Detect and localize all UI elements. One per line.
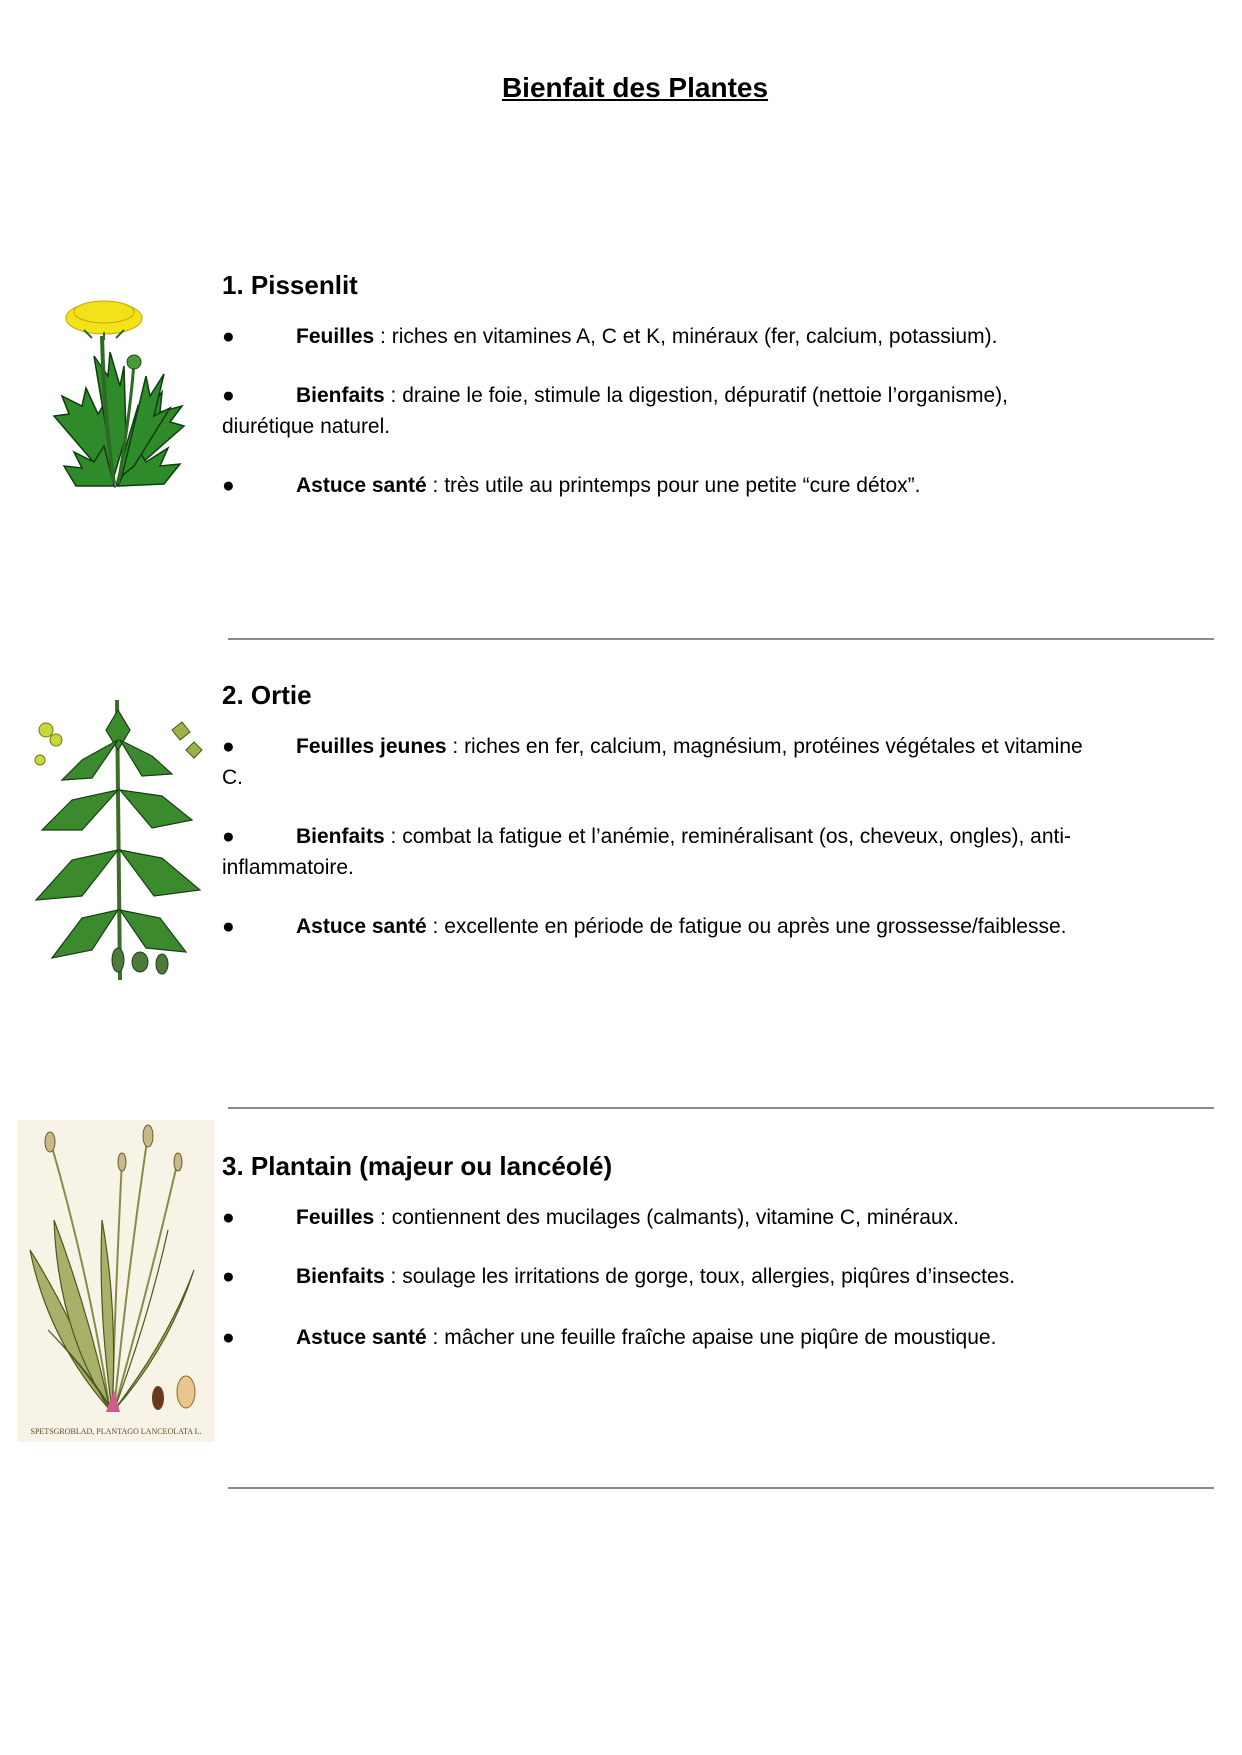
- section-ortie: [222, 678, 1102, 938]
- bullet-icon: ●: [222, 1326, 235, 1349]
- item-label: Astuce santé: [296, 1326, 427, 1349]
- item-text: : contiennent des mucilages (calmants), vitamine C, minéraux.: [374, 1206, 959, 1229]
- item-text: : soulage les irritations de gorge, toux, allergies, piqûres d’insectes.: [384, 1265, 1016, 1288]
- item-label: Bienfaits: [296, 1265, 385, 1288]
- section-heading: 3. Plantain (majeur ou lancéolé): [222, 1151, 613, 1181]
- item-text: : riches en vitamines A, C et K, minéraux (fer, calcium, potassium).: [374, 325, 998, 348]
- bullet-icon: ●: [222, 474, 235, 497]
- item-label: Bienfaits: [296, 825, 385, 848]
- plantain-caption: SPETSGROBLAD, PLANTAGO LANCEOLATA L.: [30, 1427, 202, 1436]
- list-item: [222, 911, 1102, 942]
- section-divider: [228, 1107, 1214, 1109]
- item-text: : excellente en période de fatigue ou après une grossesse/faiblesse.: [426, 915, 1067, 938]
- item-text: : draine le foie, stimule la digestion, dépuratif (nettoie l’organisme), diurétique naturel.: [222, 384, 1009, 438]
- bullet-icon: ●: [222, 1206, 235, 1229]
- list-item: [222, 380, 1102, 442]
- item-label: Feuilles: [296, 1206, 375, 1229]
- section-heading: 1. Pissenlit: [222, 270, 358, 300]
- item-label: Bienfaits: [296, 384, 385, 407]
- bullet-icon: ●: [222, 1265, 235, 1288]
- item-text: : mâcher une feuille fraîche apaise une piqûre de moustique.: [426, 1326, 997, 1349]
- plantain-illustration: [18, 1120, 214, 1442]
- bullet-icon: ●: [222, 825, 235, 848]
- item-text: : combat la fatigue et l’anémie, reminéralisant (os, cheveux, ongles), anti-inflammatoire.: [222, 825, 1072, 879]
- item-label: Astuce santé: [296, 474, 427, 497]
- list-item: [222, 821, 1102, 883]
- section-heading: 2. Ortie: [222, 680, 312, 710]
- section-divider: [228, 1487, 1214, 1489]
- bullet-icon: ●: [222, 735, 235, 758]
- bullet-icon: ●: [222, 384, 235, 407]
- list-item: [222, 321, 1102, 352]
- list-item: [222, 1261, 1102, 1292]
- item-label: Feuilles jeunes: [296, 735, 447, 758]
- list-item: [222, 731, 1102, 793]
- bullet-icon: ●: [222, 915, 235, 938]
- list-item: [222, 1322, 1102, 1353]
- bullet-icon: ●: [222, 325, 235, 348]
- page-title: Bienfait des Plantes: [501, 72, 769, 103]
- section-plantain: [222, 1149, 1102, 1349]
- list-item: [222, 1202, 1102, 1233]
- item-text: : très utile au printemps pour une petite “cure détox”.: [426, 474, 921, 497]
- section-pissenlit: [222, 268, 1102, 497]
- list-item: [222, 470, 1102, 501]
- item-label: Feuilles: [296, 325, 375, 348]
- item-text: : riches en fer, calcium, magnésium, protéines végétales et vitamine C.: [222, 735, 1083, 789]
- dandelion-illustration: [34, 296, 194, 492]
- item-label: Astuce santé: [296, 915, 427, 938]
- section-divider: [228, 638, 1214, 640]
- nettle-illustration: [22, 690, 208, 990]
